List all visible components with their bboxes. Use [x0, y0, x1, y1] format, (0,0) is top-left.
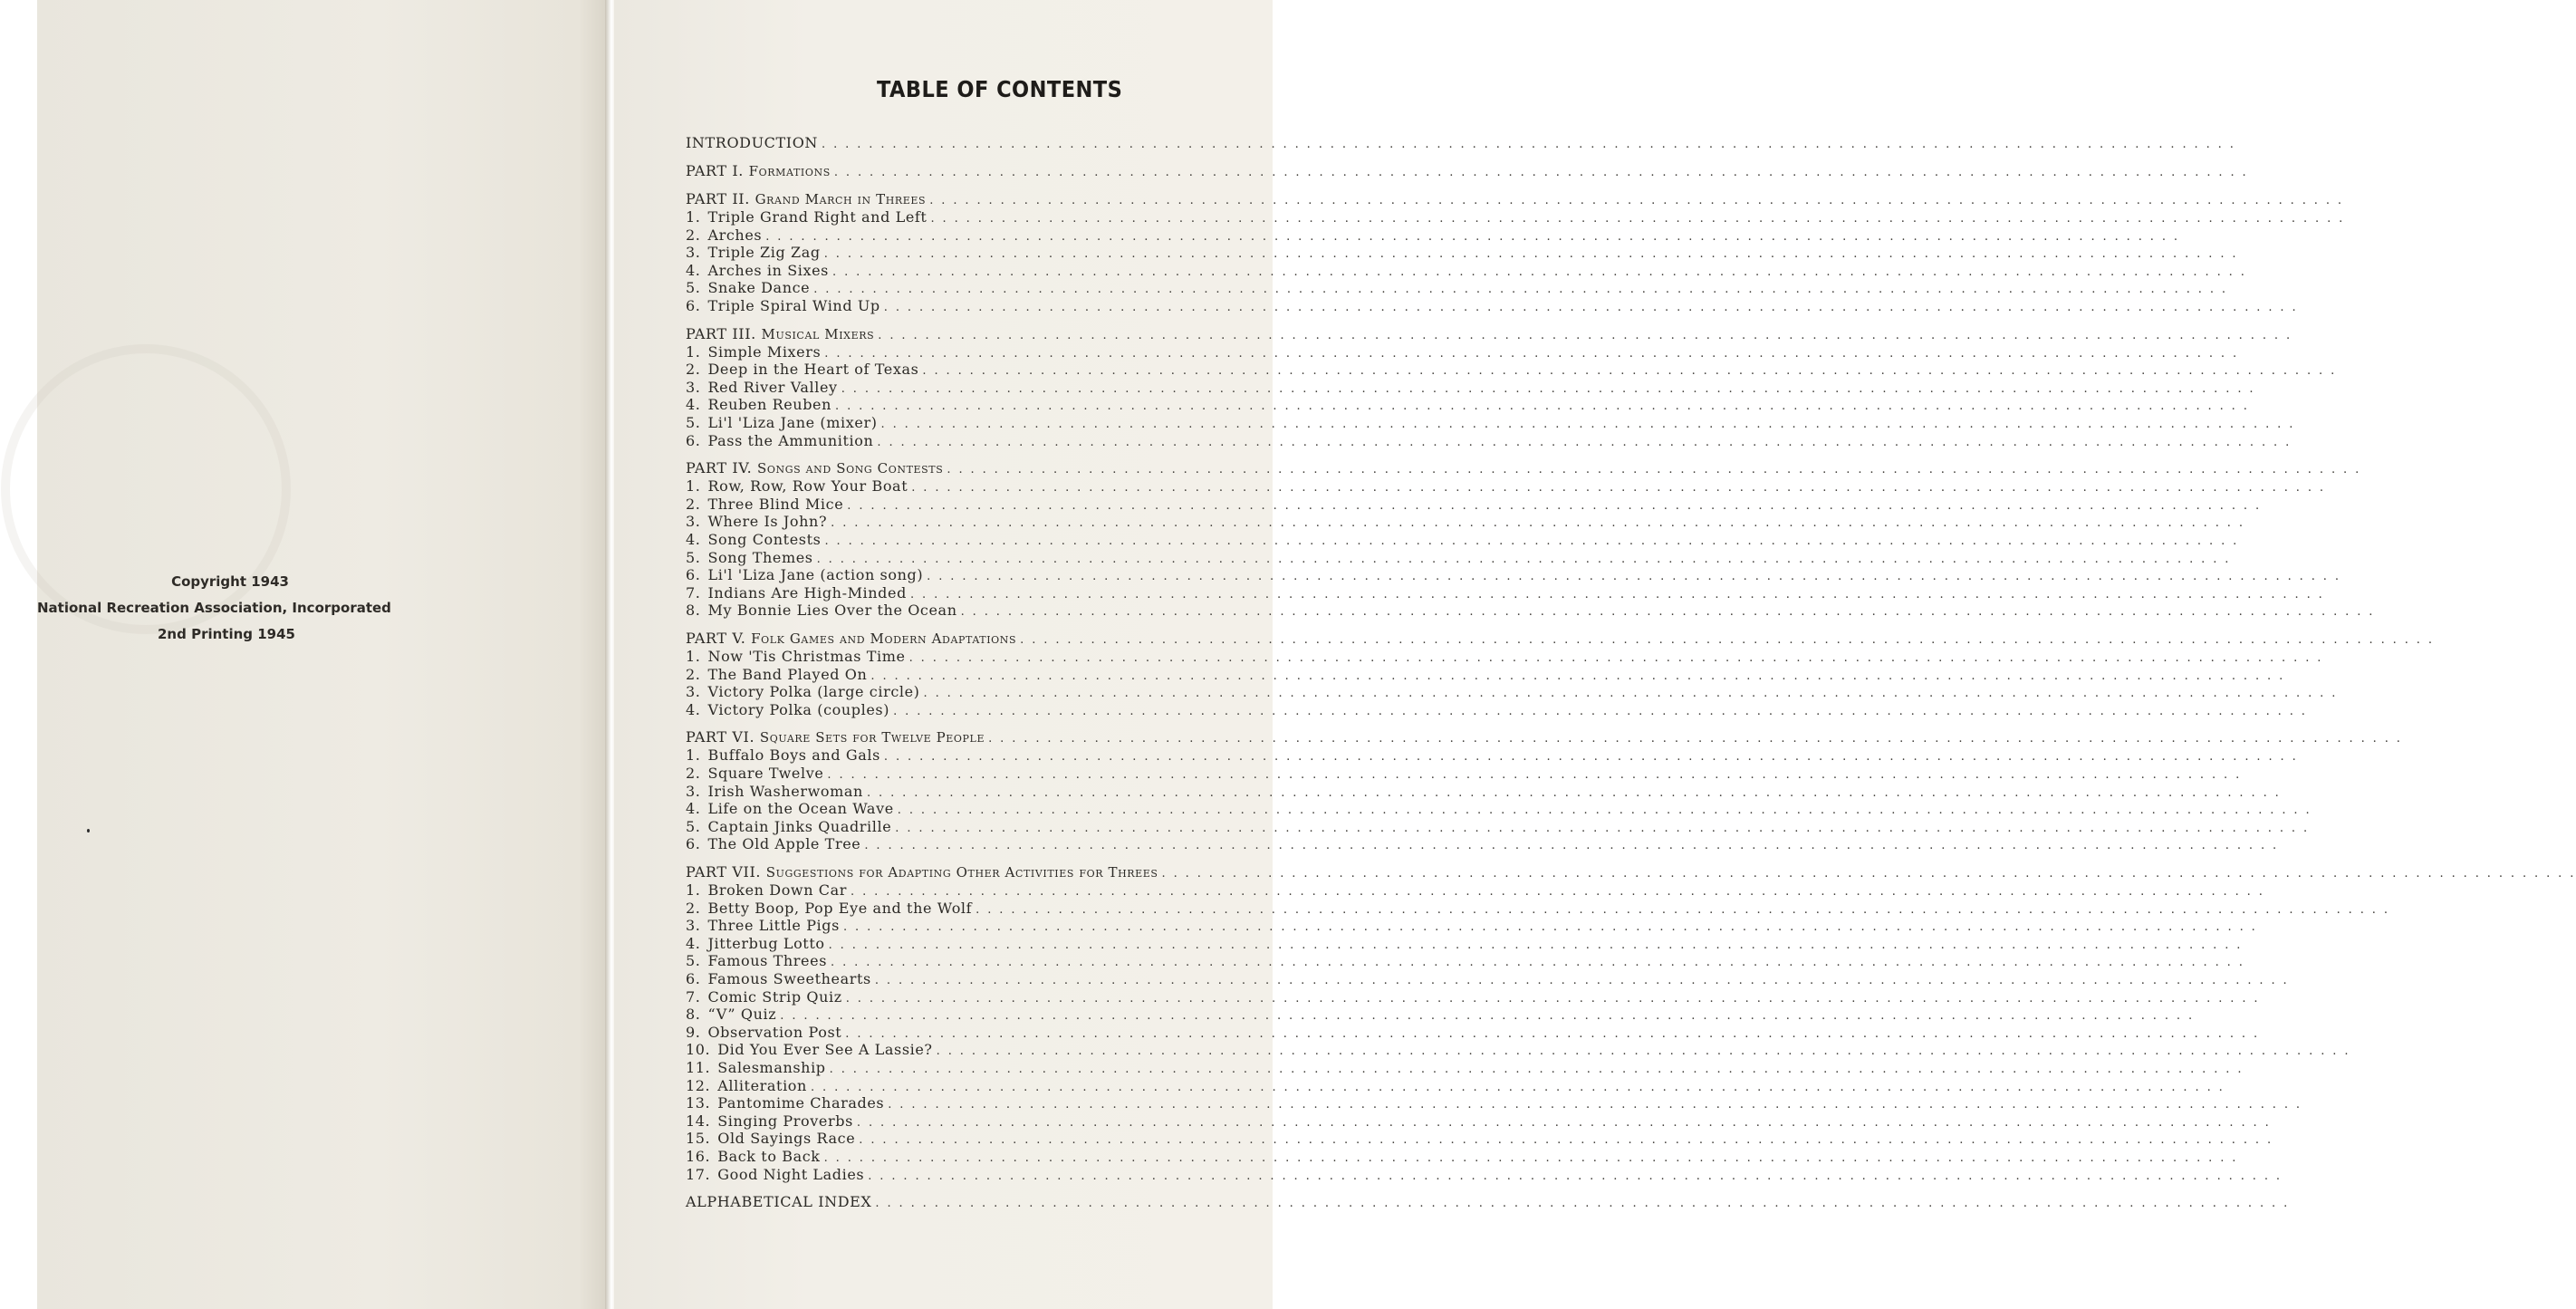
toc-heading-title: Formations [748, 163, 831, 179]
dot-leader: . . . . . . . . . . . . . . . . . . . . . . . . . . . . . . . . . . . . . . . . . . . . . . . . . . . . . . . . . . . . . . . . . . . . . . . . . . . . . . . . . . . . . . . . . . . . . . . . . . . . . . . . . . . . . . . . . . . . . . . . [947, 463, 2361, 477]
toc-item-number: 5. [686, 817, 701, 835]
dot-leader: . . . . . . . . . . . . . . . . . . . . . . . . . . . . . . . . . . . . . . . . . . . . . . . . . . . . . . . . . . . . . . . . . . . . . . . . . . . . . . . . . . . . . . . . . . . . . . . . . . . . . . . . . . . . . . . . . . . . . . . . [765, 229, 2180, 244]
dot-leader: . . . . . . . . . . . . . . . . . . . . . . . . . . . . . . . . . . . . . . . . . . . . . . . . . . . . . . . . . . . . . . . . . . . . . . . . . . . . . . . . . . . . . . . . . . . . . . . . . . . . . . . . . . . . . . . . . . . . . . . . [824, 534, 2239, 548]
toc-item-number: 1. [686, 477, 701, 496]
toc-heading-lead: INTRODUCTION [686, 134, 819, 151]
toc-item [686, 899, 2390, 918]
toc-section-heading [686, 459, 2361, 477]
toc-item-title: Where Is John? [707, 513, 828, 531]
toc-item-title: Deep in the Heart of Texas [707, 361, 919, 379]
toc-item-number: 7. [686, 583, 701, 602]
toc-item-number: 8. [686, 1006, 701, 1024]
dot-leader: . . . . . . . . . . . . . . . . . . . . . . . . . . . . . . . . . . . . . . . . . . . . . . . . . . . . . . . . . . . . . . . . . . . . . . . . . . . . . . . . . . . . . . . . . . . . . . . . . . . . . . . . . . . . . . . . . . . . . . . . [893, 704, 2308, 718]
dot-leader: . . . . . . . . . . . . . . . . . . . . . . . . . . . . . . . . . . . . . . . . . . . . . . . . . . . . . . . . . . . . . . . . . . . . . . . . . . . . . . . . . . . . . . . . . . . . . . . . . . . . . . . . . . . . . . . . . . . . . . . . [828, 938, 2243, 952]
toc-item-title: Old Sayings Race [717, 1130, 856, 1148]
dot-leader: . . . . . . . . . . . . . . . . . . . . . . . . . . . . . . . . . . . . . . . . . . . . . . . . . . . . . . . . . . . . . . . . . . . . . . . . . . . . . . . . . . . . . . . . . . . . . . . . . . . . . . . . . . . . . . . . . . . . . . . . [888, 1098, 2302, 1112]
toc-heading-label [686, 728, 985, 746]
toc-item-title: Three Little Pigs [707, 917, 840, 935]
toc-item-number: 1. [686, 208, 701, 226]
toc-item-number: 1. [686, 746, 701, 765]
toc-item-title: Good Night Ladies [717, 1165, 865, 1183]
toc-item-title: Victory Polka (couples) [707, 700, 890, 718]
toc-heading-lead: PART IV. [686, 459, 758, 477]
toc-item-title: Triple Grand Right and Left [707, 208, 928, 226]
toc-item [686, 648, 2323, 666]
dot-leader: . . . . . . . . . . . . . . . . . . . . . . . . . . . . . . . . . . . . . . . . . . . . . . . . . . . . . . . . . . . . . . . . . . . . . . . . . . . . . . . . . . . . . . . . . . . . . . . . . . . . . . . . . . . . . . . . . . . . . . . . [880, 418, 2295, 431]
toc-item [686, 934, 2243, 953]
toc-heading-label [686, 630, 1016, 647]
toc-heading-label [686, 863, 1158, 881]
toc-item-title: Did You Ever See A Lassie? [717, 1041, 933, 1059]
left-page [37, 0, 607, 1309]
toc-item-title: Now 'Tis Christmas Time [707, 648, 906, 665]
dot-leader: . . . . . . . . . . . . . . . . . . . . . . . . . . . . . . . . . . . . . . . . . . . . . . . . . . . . . . . . . . . . . . . . . . . . . . . . . . . . . . . . . . . . . . . . . . . . . . . . . . . . . . . . . . . . . . . . . . . . . . . . [847, 498, 2262, 513]
dot-leader: . . . . . . . . . . . . . . . . . . . . . . . . . . . . . . . . . . . . . . . . . . . . . . . . . . . . . . . . . . . . . . . . . . . . . . . . . . . . . . . . . . . . . . . . . . . . . . . . . . . . . . . . . . . . . . . . . . . . . . . . [829, 1063, 2244, 1076]
toc-item [686, 208, 2345, 226]
toc-item-title: Irish Washerwoman [707, 782, 863, 800]
toc-heading-lead: PART V. [686, 630, 752, 647]
dot-leader: . . . . . . . . . . . . . . . . . . . . . . . . . . . . . . . . . . . . . . . . . . . . . . . . . . . . . . . . . . . . . . . . . . . . . . . . . . . . . . . . . . . . . . . . . . . . . . . . . . . . . . . . . . . . . . . . . . . . . . . . [868, 1169, 2283, 1183]
toc-item [686, 244, 2238, 262]
toc-item [686, 881, 2265, 900]
toc-item-title: Red River Valley [707, 378, 838, 396]
toc-item-number: 3. [686, 513, 701, 531]
toc-section-heading [686, 1193, 2290, 1211]
toc-item-title: Pass the Ammunition [707, 431, 874, 449]
toc-item [686, 683, 2338, 701]
toc-item-number: 1. [686, 881, 701, 899]
toc-item-title: Victory Polka (large circle) [707, 683, 920, 701]
toc-item-title: Snake Dance [707, 279, 811, 297]
dot-leader: . . . . . . . . . . . . . . . . . . . . . . . . . . . . . . . . . . . . . . . . . . . . . . . . . . . . . . . . . . . . . . . . . . . . . . . . . . . . . . . . . . . . . . . . . . . . . . . . . . . . . . . . . . . . . . . . . . . . . . . . [927, 570, 2341, 584]
toc-item-title: Jitterbug Lotto [707, 934, 825, 952]
toc-item [686, 1130, 2273, 1148]
toc-item-title: My Bonnie Lies Over the Ocean [707, 602, 957, 620]
toc-item [686, 765, 2242, 783]
toc-item-title: Row, Row, Row Your Boat [707, 477, 908, 496]
dot-leader: . . . . . . . . . . . . . . . . . . . . . . . . . . . . . . . . . . . . . . . . . . . . . . . . . . . . . . . . . . . . . . . . . . . . . . . . . . . . . . . . . . . . . . . . . . . . . . . . . . . . . . . . . . . . . . . . . . . . . . . . [835, 399, 2250, 414]
dot-leader: . . . . . . . . . . . . . . . . . . . . . . . . . . . . . . . . . . . . . . . . . . . . . . . . . . . . . . . . . . . . . . . . . . . . . . . . . . . . . . . . . . . . . . . . . . . . . . . . . . . . . . . . . . . . . . . . . . . . . . . . [976, 902, 2390, 917]
copyright-year: Copyright 1943 [171, 573, 289, 590]
dot-leader: . . . . . . . . . . . . . . . . . . . . . . . . . . . . . . . . . . . . . . . . . . . . . . . . . . . . . . . . . . . . . . . . . . . . . . . . . . . . . . . . . . . . . . . . . . . . . . . . . . . . . . . . . . . . . . . . . . . . . . . . [875, 1197, 2290, 1211]
toc-item [686, 414, 2295, 432]
toc-heading-title: Square Sets for Twelve People [759, 729, 985, 746]
toc-heading-label [686, 162, 831, 179]
toc-item [686, 952, 2245, 970]
toc-item [686, 513, 2245, 531]
toc-item-number: 2. [686, 495, 701, 513]
toc-item-number: 3. [686, 782, 701, 800]
toc-item [686, 279, 2228, 297]
toc-item-title: Triple Zig Zag [707, 244, 821, 262]
toc-heading-title: Grand March in Threes [755, 191, 927, 207]
dot-leader: . . . . . . . . . . . . . . . . . . . . . . . . . . . . . . . . . . . . . . . . . . . . . . . . . . . . . . . . . . . . . . . . . . . . . . . . . . . . . . . . . . . . . . . . . . . . . . . . . . . . . . . . . . . . . . . . . . . . . . . . [831, 516, 2245, 531]
toc-item-number: 13. [686, 1094, 711, 1112]
toc-item-title: The Old Apple Tree [707, 835, 861, 853]
dot-leader: . . . . . . . . . . . . . . . . . . . . . . . . . . . . . . . . . . . . . . . . . . . . . . . . . . . . . . . . . . . . . . . . . . . . . . . . . . . . . . . . . . . . . . . . . . . . . . . . . . . . . . . . . . . . . . . . . . . . . . . . [877, 435, 2292, 449]
dot-leader: . . . . . . . . . . . . . . . . . . . . . . . . . . . . . . . . . . . . . . . . . . . . . . . . . . . . . . . . . . . . . . . . . . . . . . . . . . . . . . . . . . . . . . . . . . . . . . . . . . . . . . . . . . . . . . . . . . . . . . . . [864, 839, 2279, 853]
toc-item-number: 11. [686, 1059, 711, 1076]
toc-item [686, 495, 2262, 514]
toc-item [686, 665, 2285, 684]
toc-item-number: 4. [686, 800, 701, 818]
toc-item-number: 6. [686, 835, 701, 853]
toc-item-title: Broken Down Car [707, 881, 848, 899]
toc-item-number: 2. [686, 765, 701, 782]
toc-item-title: Song Contests [707, 531, 822, 548]
right-page [614, 0, 2576, 1309]
toc-item [686, 431, 2292, 450]
toc-item [686, 800, 2312, 818]
dot-leader: . . . . . . . . . . . . . . . . . . . . . . . . . . . . . . . . . . . . . . . . . . . . . . . . . . . . . . . . . . . . . . . . . . . . . . . . . . . . . . . . . . . . . . . . . . . . . . . . . . . . . . . . . . . . . . . . . . . . . . . . [930, 212, 2345, 226]
dot-leader: . . . . . . . . . . . . . . . . . . . . . . . . . . . . . . . . . . . . . . . . . . . . . . . . . . . . . . . . . . . . . . . . . . . . . . . . . . . . . . . . . . . . . . . . . . . . . . . . . . . . . . . . . . . . . . . . . . . . . . . . [833, 166, 2249, 179]
toc-item [686, 1006, 2195, 1024]
toc-item-number: 2. [686, 361, 701, 379]
toc-heading-title: Musical Mixers [761, 325, 875, 342]
dot-leader: . . . . . . . . . . . . . . . . . . . . . . . . . . . . . . . . . . . . . . . . . . . . . . . . . . . . . . . . . . . . . . . . . . . . . . . . . . . . . . . . . . . . . . . . . . . . . . . . . . . . . . . . . . . . . . . . . . . . . . . . [922, 364, 2337, 379]
toc-item-number: 6. [686, 431, 701, 449]
paper-speck [87, 829, 90, 833]
dot-leader: . . . . . . . . . . . . . . . . . . . . . . . . . . . . . . . . . . . . . . . . . . . . . . . . . . . . . . . . . . . . . . . . . . . . . . . . . . . . . . . . . . . . . . . . . . . . . . . . . . . . . . . . . . . . . . . . . . . . . . . . [923, 687, 2338, 701]
toc-item-number: 7. [686, 987, 701, 1006]
toc-item-title: Alliteration [717, 1076, 807, 1094]
copyright-holder: National Recreation Association, Incorporated [37, 600, 391, 616]
toc-item-number: 3. [686, 683, 701, 701]
toc-item [686, 917, 2258, 935]
dot-leader: . . . . . . . . . . . . . . . . . . . . . . . . . . . . . . . . . . . . . . . . . . . . . . . . . . . . . . . . . . . . . . . . . . . . . . . . . . . . . . . . . . . . . . . . . . . . . . . . . . . . . . . . . . . . . . . . . . . . . . . . [851, 885, 2265, 899]
page-title: TABLE OF CONTENTS [877, 76, 1123, 102]
dot-leader: . . . . . . . . . . . . . . . . . . . . . . . . . . . . . . . . . . . . . . . . . . . . . . . . . . . . . . . . . . . . . . . . . . . . . . . . . . . . . . . . . . . . . . . . . . . . . . . . . . . . . . . . . . . . . . . . . . . . . . . . [856, 1115, 2272, 1130]
toc-item-title: The Band Played On [707, 665, 868, 683]
toc-item-number: 4. [686, 261, 701, 279]
toc-item-title: Arches in Sixes [707, 261, 829, 279]
toc-item-title: Captain Jinks Quadrille [707, 817, 892, 835]
toc-item-number: 5. [686, 548, 701, 566]
dot-leader: . . . . . . . . . . . . . . . . . . . . . . . . . . . . . . . . . . . . . . . . . . . . . . . . . . . . . . . . . . . . . . . . . . . . . . . . . . . . . . . . . . . . . . . . . . . . . . . . . . . . . . . . . . . . . . . . . . . . . . . . [883, 750, 2299, 765]
toc-section-heading [686, 324, 2292, 343]
toc-item-title: Singing Proverbs [717, 1112, 853, 1130]
book-gutter [605, 0, 614, 1309]
toc-item-number: 4. [686, 934, 701, 952]
dot-leader: . . . . . . . . . . . . . . . . . . . . . . . . . . . . . . . . . . . . . . . . . . . . . . . . . . . . . . . . . . . . . . . . . . . . . . . . . . . . . . . . . . . . . . . . . . . . . . . . . . . . . . . . . . . . . . . . . . . . . . . . [813, 283, 2228, 297]
toc-item-number: 3. [686, 244, 701, 262]
toc-heading-label [686, 134, 818, 151]
toc-item-title: Song Themes [707, 548, 813, 566]
dot-leader: . . . . . . . . . . . . . . . . . . . . . . . . . . . . . . . . . . . . . . . . . . . . . . . . . . . . . . . . . . . . . . . . . . . . . . . . . . . . . . . . . . . . . . . . . . . . . . . . . . . . . . . . . . . . . . . . . . . . . . . . [883, 301, 2299, 314]
dot-leader: . . . . . . . . . . . . . . . . . . . . . . . . . . . . . . . . . . . . . . . . . . . . . . . . . . . . . . . . . . . . . . . . . . . . . . . . . . . . . . . . . . . . . . . . . . . . . . . . . . . . . . . . . . . . . . . . . . . . . . . . [845, 1026, 2260, 1041]
dot-leader: . . . . . . . . . . . . . . . . . . . . . . . . . . . . . . . . . . . . . . . . . . . . . . . . . . . . . . . . . . . . . . . . . . . . . . . . . . . . . . . . . . . . . . . . . . . . . . . . . . . . . . . . . . . . . . . . . . . . . . . . [908, 651, 2323, 665]
dot-leader: . . . . . . . . . . . . . . . . . . . . . . . . . . . . . . . . . . . . . . . . . . . . . . . . . . . . . . . . . . . . . . . . . . . . . . . . . . . . . . . . . . . . . . . . . . . . . . . . . . . . . . . . . . . . . . . . . . . . . . . . [822, 138, 2236, 151]
toc-item [686, 1094, 2302, 1112]
toc-item [686, 342, 2239, 361]
toc-item [686, 361, 2337, 379]
toc-item [686, 1076, 2225, 1095]
toc-item-number: 14. [686, 1112, 711, 1130]
toc-item-number: 3. [686, 917, 701, 935]
toc-item-title: Reuben Reuben [707, 396, 832, 414]
toc-item-title: Li'l 'Liza Jane (mixer) [707, 414, 878, 431]
dot-leader: . . . . . . . . . . . . . . . . . . . . . . . . . . . . . . . . . . . . . . . . . . . . . . . . . . . . . . . . . . . . . . . . . . . . . . . . . . . . . . . . . . . . . . . . . . . . . . . . . . . . . . . . . . . . . . . . . . . . . . . . [824, 346, 2239, 361]
toc-section-heading [686, 134, 2236, 152]
dot-leader: . . . . . . . . . . . . . . . . . . . . . . . . . . . . . . . . . . . . . . . . . . . . . . . . . . . . . . . . . . . . . . . . . . . . . . . . . . . . . . . . . . . . . . . . . . . . . . . . . . . . . . . . . . . . . . . . . . . . . . . . [1161, 867, 2576, 881]
toc-item [686, 566, 2341, 584]
toc-heading-lead: PART VI. [686, 728, 760, 746]
toc-item [686, 1112, 2272, 1131]
toc-heading-lead: ALPHABETICAL INDEX [686, 1193, 872, 1211]
toc-item-number: 2. [686, 665, 701, 683]
dot-leader: . . . . . . . . . . . . . . . . . . . . . . . . . . . . . . . . . . . . . . . . . . . . . . . . . . . . . . . . . . . . . . . . . . . . . . . . . . . . . . . . . . . . . . . . . . . . . . . . . . . . . . . . . . . . . . . . . . . . . . . . [832, 265, 2247, 279]
dot-leader: . . . . . . . . . . . . . . . . . . . . . . . . . . . . . . . . . . . . . . . . . . . . . . . . . . . . . . . . . . . . . . . . . . . . . . . . . . . . . . . . . . . . . . . . . . . . . . . . . . . . . . . . . . . . . . . . . . . . . . . . [823, 247, 2238, 262]
dot-leader: . . . . . . . . . . . . . . . . . . . . . . . . . . . . . . . . . . . . . . . . . . . . . . . . . . . . . . . . . . . . . . . . . . . . . . . . . . . . . . . . . . . . . . . . . . . . . . . . . . . . . . . . . . . . . . . . . . . . . . . . [870, 669, 2285, 683]
dot-leader: . . . . . . . . . . . . . . . . . . . . . . . . . . . . . . . . . . . . . . . . . . . . . . . . . . . . . . . . . . . . . . . . . . . . . . . . . . . . . . . . . . . . . . . . . . . . . . . . . . . . . . . . . . . . . . . . . . . . . . . . [895, 821, 2310, 835]
toc-section-heading [686, 630, 2435, 648]
toc-heading-lead: PART II. [686, 190, 755, 207]
toc-item-title: Three Blind Mice [707, 495, 844, 513]
toc-item [686, 1059, 2244, 1077]
dot-leader: . . . . . . . . . . . . . . . . . . . . . . . . . . . . . . . . . . . . . . . . . . . . . . . . . . . . . . . . . . . . . . . . . . . . . . . . . . . . . . . . . . . . . . . . . . . . . . . . . . . . . . . . . . . . . . . . . . . . . . . . [841, 381, 2255, 396]
dot-leader: . . . . . . . . . . . . . . . . . . . . . . . . . . . . . . . . . . . . . . . . . . . . . . . . . . . . . . . . . . . . . . . . . . . . . . . . . . . . . . . . . . . . . . . . . . . . . . . . . . . . . . . . . . . . . . . . . . . . . . . . [874, 974, 2290, 987]
toc-item-number: 17. [686, 1165, 711, 1183]
toc-item [686, 583, 2325, 602]
toc-section-heading [686, 728, 2403, 746]
dot-leader: . . . . . . . . . . . . . . . . . . . . . . . . . . . . . . . . . . . . . . . . . . . . . . . . . . . . . . . . . . . . . . . . . . . . . . . . . . . . . . . . . . . . . . . . . . . . . . . . . . . . . . . . . . . . . . . . . . . . . . . . [842, 920, 2258, 935]
toc-item-title: Observation Post [707, 1023, 842, 1041]
toc-item-title: Comic Strip Quiz [707, 987, 842, 1006]
toc-item-number: 6. [686, 566, 701, 584]
toc-item [686, 261, 2247, 280]
toc-item-number: 8. [686, 602, 701, 620]
toc-item-title: Famous Sweethearts [707, 970, 871, 987]
toc-item [686, 226, 2180, 245]
toc-item [686, 477, 2326, 496]
toc-item [686, 835, 2279, 853]
toc-item [686, 987, 2260, 1006]
toc-item [686, 297, 2299, 315]
toc-section-heading [686, 863, 2576, 881]
toc-item-number: 4. [686, 700, 701, 718]
toc-item [686, 378, 2255, 397]
toc-heading-title: Suggestions for Adapting Other Activities for Threes [765, 864, 1158, 881]
toc-item-title: Back to Back [717, 1148, 821, 1165]
dot-leader: . . . . . . . . . . . . . . . . . . . . . . . . . . . . . . . . . . . . . . . . . . . . . . . . . . . . . . . . . . . . . . . . . . . . . . . . . . . . . . . . . . . . . . . . . . . . . . . . . . . . . . . . . . . . . . . . . . . . . . . . [827, 768, 2242, 782]
dot-leader: . . . . . . . . . . . . . . . . . . . . . . . . . . . . . . . . . . . . . . . . . . . . . . . . . . . . . . . . . . . . . . . . . . . . . . . . . . . . . . . . . . . . . . . . . . . . . . . . . . . . . . . . . . . . . . . . . . . . . . . . [1020, 633, 2435, 647]
toc-heading-label [686, 1193, 871, 1210]
toc-item-number: 6. [686, 297, 701, 314]
toc-item [686, 396, 2250, 414]
toc-heading-label [686, 190, 926, 207]
dot-leader: . . . . . . . . . . . . . . . . . . . . . . . . . . . . . . . . . . . . . . . . . . . . . . . . . . . . . . . . . . . . . . . . . . . . . . . . . . . . . . . . . . . . . . . . . . . . . . . . . . . . . . . . . . . . . . . . . . . . . . . . [936, 1044, 2350, 1059]
toc-item-title: “V” Quiz [707, 1006, 777, 1024]
toc-item-number: 5. [686, 414, 701, 431]
toc-heading-lead: PART VII. [686, 863, 766, 881]
toc-section-heading [686, 190, 2344, 208]
toc-item-title: Betty Boop, Pop Eye and the Wolf [707, 899, 973, 917]
toc-item-number: 9. [686, 1023, 701, 1041]
toc-item [686, 1041, 2350, 1059]
dot-leader: . . . . . . . . . . . . . . . . . . . . . . . . . . . . . . . . . . . . . . . . . . . . . . . . . . . . . . . . . . . . . . . . . . . . . . . . . . . . . . . . . . . . . . . . . . . . . . . . . . . . . . . . . . . . . . . . . . . . . . . . [845, 991, 2260, 1006]
toc-item [686, 531, 2239, 549]
toc-item-number: 3. [686, 378, 701, 396]
toc-item-number: 4. [686, 396, 701, 414]
toc-item-number: 1. [686, 648, 701, 665]
dot-leader: . . . . . . . . . . . . . . . . . . . . . . . . . . . . . . . . . . . . . . . . . . . . . . . . . . . . . . . . . . . . . . . . . . . . . . . . . . . . . . . . . . . . . . . . . . . . . . . . . . . . . . . . . . . . . . . . . . . . . . . . [960, 605, 2375, 620]
toc-item [686, 1165, 2283, 1184]
printing-note: 2nd Printing 1945 [158, 626, 295, 642]
toc-item-title: Triple Spiral Wind Up [707, 297, 880, 314]
dot-leader: . . . . . . . . . . . . . . . . . . . . . . . . . . . . . . . . . . . . . . . . . . . . . . . . . . . . . . . . . . . . . . . . . . . . . . . . . . . . . . . . . . . . . . . . . . . . . . . . . . . . . . . . . . . . . . . . . . . . . . . . [831, 956, 2245, 970]
toc-heading-lead: PART III. [686, 324, 762, 342]
dot-leader: . . . . . . . . . . . . . . . . . . . . . . . . . . . . . . . . . . . . . . . . . . . . . . . . . . . . . . . . . . . . . . . . . . . . . . . . . . . . . . . . . . . . . . . . . . . . . . . . . . . . . . . . . . . . . . . . . . . . . . . . [988, 732, 2403, 746]
toc-item-title: Square Twelve [707, 765, 824, 782]
toc-item [686, 1023, 2260, 1042]
dot-leader: . . . . . . . . . . . . . . . . . . . . . . . . . . . . . . . . . . . . . . . . . . . . . . . . . . . . . . . . . . . . . . . . . . . . . . . . . . . . . . . . . . . . . . . . . . . . . . . . . . . . . . . . . . . . . . . . . . . . . . . . [878, 328, 2292, 342]
toc-item-title: Pantomime Charades [717, 1094, 885, 1112]
dot-leader: . . . . . . . . . . . . . . . . . . . . . . . . . . . . . . . . . . . . . . . . . . . . . . . . . . . . . . . . . . . . . . . . . . . . . . . . . . . . . . . . . . . . . . . . . . . . . . . . . . . . . . . . . . . . . . . . . . . . . . . . [780, 1009, 2195, 1024]
dot-leader: . . . . . . . . . . . . . . . . . . . . . . . . . . . . . . . . . . . . . . . . . . . . . . . . . . . . . . . . . . . . . . . . . . . . . . . . . . . . . . . . . . . . . . . . . . . . . . . . . . . . . . . . . . . . . . . . . . . . . . . . [911, 481, 2326, 496]
toc-item-title: Life on the Ocean Wave [707, 800, 894, 818]
dot-leader: . . . . . . . . . . . . . . . . . . . . . . . . . . . . . . . . . . . . . . . . . . . . . . . . . . . . . . . . . . . . . . . . . . . . . . . . . . . . . . . . . . . . . . . . . . . . . . . . . . . . . . . . . . . . . . . . . . . . . . . . [859, 1133, 2273, 1148]
dot-leader: . . . . . . . . . . . . . . . . . . . . . . . . . . . . . . . . . . . . . . . . . . . . . . . . . . . . . . . . . . . . . . . . . . . . . . . . . . . . . . . . . . . . . . . . . . . . . . . . . . . . . . . . . . . . . . . . . . . . . . . . [823, 1151, 2238, 1165]
toc-item-title: Indians Are High-Minded [707, 583, 907, 602]
toc-item-title: Li'l 'Liza Jane (action song) [707, 566, 924, 584]
dot-leader: . . . . . . . . . . . . . . . . . . . . . . . . . . . . . . . . . . . . . . . . . . . . . . . . . . . . . . . . . . . . . . . . . . . . . . . . . . . . . . . . . . . . . . . . . . . . . . . . . . . . . . . . . . . . . . . . . . . . . . . . [897, 804, 2312, 818]
toc-item-number: 16. [686, 1148, 711, 1165]
copyright-notice [37, 569, 391, 648]
toc-item-title: Buffalo Boys and Gals [707, 746, 880, 765]
toc-heading-title: Songs and Song Contests [757, 460, 944, 477]
dot-leader: . . . . . . . . . . . . . . . . . . . . . . . . . . . . . . . . . . . . . . . . . . . . . . . . . . . . . . . . . . . . . . . . . . . . . . . . . . . . . . . . . . . . . . . . . . . . . . . . . . . . . . . . . . . . . . . . . . . . . . . . [816, 552, 2231, 566]
toc-item-number: 5. [686, 952, 701, 970]
toc-item-number: 12. [686, 1076, 711, 1094]
toc-heading-title: Folk Games and Modern Adaptations [751, 630, 1017, 647]
dot-leader: . . . . . . . . . . . . . . . . . . . . . . . . . . . . . . . . . . . . . . . . . . . . . . . . . . . . . . . . . . . . . . . . . . . . . . . . . . . . . . . . . . . . . . . . . . . . . . . . . . . . . . . . . . . . . . . . . . . . . . . . [929, 194, 2344, 207]
toc-item [686, 817, 2310, 836]
toc-heading-lead: PART I. [686, 162, 749, 179]
toc-item-title: Arches [707, 226, 763, 244]
toc-item-title: Simple Mixers [707, 342, 822, 361]
toc-item [686, 782, 2282, 801]
toc-item-title: Famous Threes [707, 952, 828, 970]
toc-item [686, 602, 2375, 620]
toc-item [686, 970, 2290, 988]
toc-item-number: 15. [686, 1130, 711, 1148]
toc-item-number: 1. [686, 342, 701, 361]
toc-item-number: 4. [686, 531, 701, 548]
toc-heading-label [686, 459, 943, 476]
toc-item [686, 700, 2308, 719]
toc-heading-label [686, 325, 874, 342]
toc-item [686, 1148, 2238, 1166]
dot-leader: . . . . . . . . . . . . . . . . . . . . . . . . . . . . . . . . . . . . . . . . . . . . . . . . . . . . . . . . . . . . . . . . . . . . . . . . . . . . . . . . . . . . . . . . . . . . . . . . . . . . . . . . . . . . . . . . . . . . . . . . [866, 785, 2282, 800]
toc-item-number: 2. [686, 899, 701, 917]
toc-item [686, 548, 2231, 567]
toc-item [686, 746, 2299, 765]
toc-section-heading [686, 162, 2249, 180]
toc-item-number: 6. [686, 970, 701, 987]
toc-item-number: 10. [686, 1041, 711, 1059]
toc-item-title: Salesmanship [717, 1059, 826, 1076]
dot-leader: . . . . . . . . . . . . . . . . . . . . . . . . . . . . . . . . . . . . . . . . . . . . . . . . . . . . . . . . . . . . . . . . . . . . . . . . . . . . . . . . . . . . . . . . . . . . . . . . . . . . . . . . . . . . . . . . . . . . . . . . [909, 587, 2325, 602]
dot-leader: . . . . . . . . . . . . . . . . . . . . . . . . . . . . . . . . . . . . . . . . . . . . . . . . . . . . . . . . . . . . . . . . . . . . . . . . . . . . . . . . . . . . . . . . . . . . . . . . . . . . . . . . . . . . . . . . . . . . . . . . [810, 1080, 2225, 1094]
toc-item-number: 5. [686, 279, 701, 297]
toc-item-number: 2. [686, 226, 701, 244]
